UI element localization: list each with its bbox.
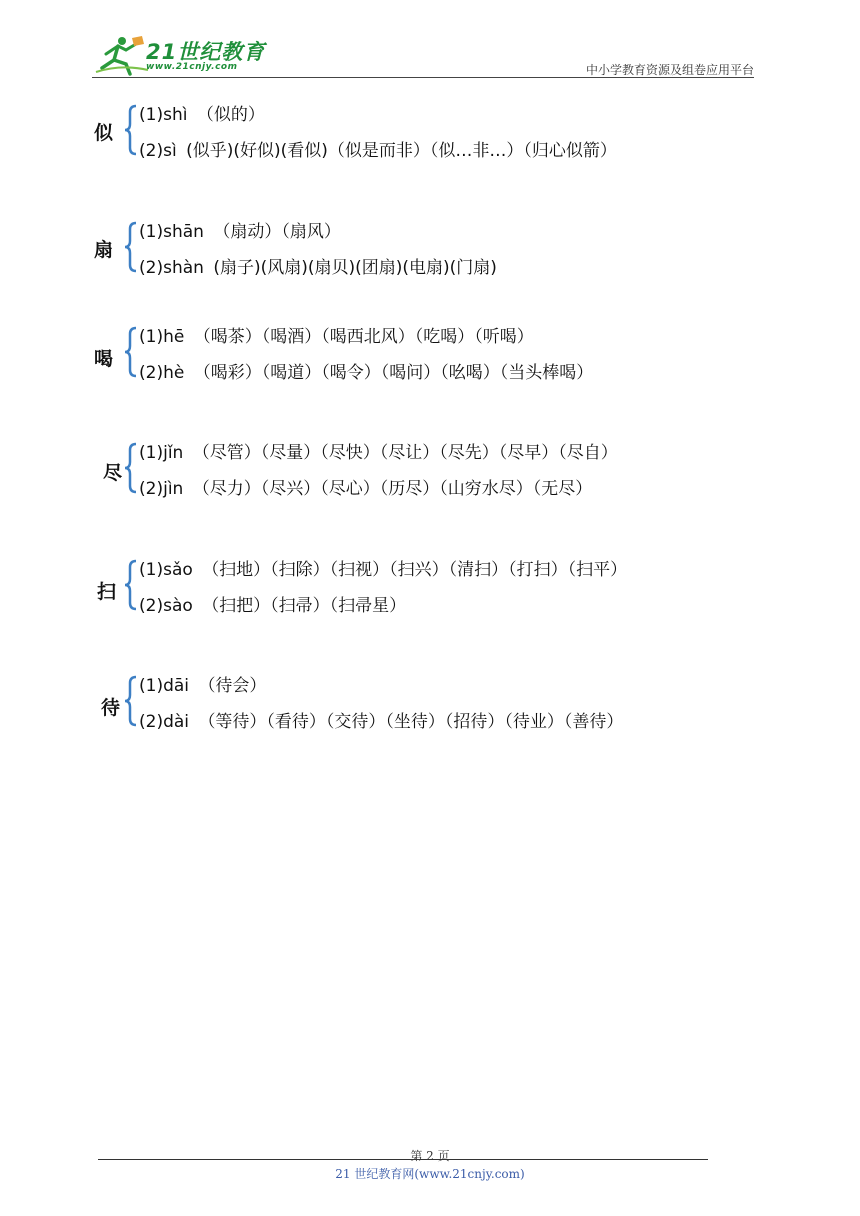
page-number: 第 2 页 [410,1149,450,1163]
entry-group [0,434,860,514]
reading-line: (2)hè （喝彩）（喝道）（喝令）（喝问）（吆喝）（当头棒喝） [139,363,594,383]
brace-icon [124,104,138,156]
brace-icon [124,326,138,378]
reading-line: (1)dāi （待会） [139,676,267,696]
entry-character: 扫 [97,581,117,603]
reading-line: (2)sì (似乎)(好似)(看似)（似是而非）（似…非…）（归心似箭） [139,141,617,161]
header-divider [92,77,754,78]
footer-site-link[interactable]: 21 世纪教育网(www.21cnjy.com) [335,1167,525,1181]
entry-group [0,667,860,747]
reading-line: (1)sǎo （扫地）（扫除）（扫视）（扫兴）（清扫）（打扫）（扫平） [139,560,628,580]
entry-group [0,318,860,398]
reading-line: (2)sào （扫把）（扫帚）（扫帚星） [139,596,407,616]
brace-icon [124,675,138,727]
entry-group [0,96,860,176]
logo-text: 21世纪教育 [146,40,266,64]
entry-character: 喝 [94,348,114,370]
brace-icon [124,559,138,611]
reading-line: (2)dài （等待）（看待）（交待）（坐待）（招待）（待业）（善待） [139,712,624,732]
reading-line: (1)shān （扇动）（扇风） [139,222,341,242]
entry-group [0,551,860,631]
logo-url: www.21cnjy.com [146,62,238,72]
entry-group [0,213,860,293]
entry-character: 尽 [103,462,123,484]
reading-line: (2)jìn （尽力）（尽兴）（尽心）（历尽）（山穷水尽）（无尽） [139,479,593,499]
brace-icon [124,442,138,494]
entry-character: 似 [94,122,114,144]
reading-line: (1)shì （似的） [139,105,265,125]
header-tagline: 中小学教育资源及组卷应用平台 [585,63,754,77]
footer-divider [98,1159,708,1160]
reading-line: (1)hē （喝茶）（喝酒）（喝西北风）（吃喝）（听喝） [139,327,534,347]
entry-character: 扇 [94,239,114,261]
reading-line: (2)shàn (扇子)(风扇)(扇贝)(团扇)(电扇)(门扇) [139,258,497,278]
page-header [0,0,860,80]
reading-line: (1)jǐn （尽管）（尽量）（尽快）（尽让）（尽先）（尽早）（尽自） [139,443,618,463]
brace-icon [124,221,138,273]
entry-character: 待 [101,697,121,719]
